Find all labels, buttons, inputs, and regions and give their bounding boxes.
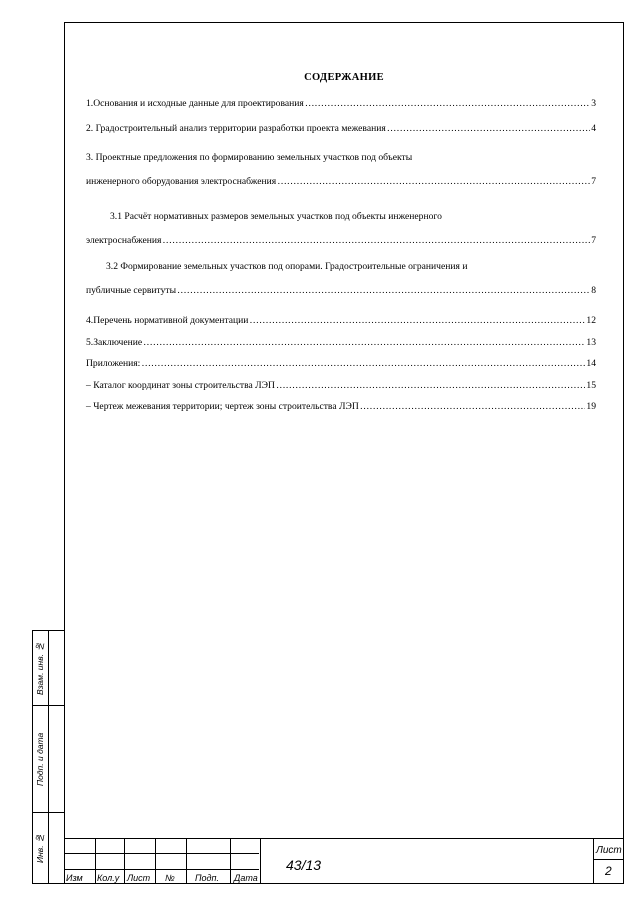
toc-entry: – Каталог координат зоны строительства ЛЭП ………………………………………………………………………………………………………………………………………………………………………………………………………… 15 xyxy=(86,379,596,393)
toc-entry: – Чертеж межевания территории; чертеж зоны строительства ЛЭП ………………………………………………………………………………………………………………………………………………………………………………………………………… 19 xyxy=(86,400,596,414)
table-of-contents xyxy=(86,97,596,414)
side-label-inventory-number: Инв. № xyxy=(35,833,45,863)
sheet-label: Лист xyxy=(596,845,622,856)
toc-entry: 1.Основания и исходные данные для проектирования ………………………………………………………………………………………………………………………………………………………………………………………………………… 3 xyxy=(86,97,596,111)
toc-entry: 3.2 Формирование земельных участков под опорами. Градостроительные ограничения и публичные сервитуты ………………………………………………………………………………………………………………………………………………………………………………………………………… 8 xyxy=(86,255,596,303)
toc-entry: 2. Градостроительный анализ территории разработки проекта межевания ………………………………………………………………………………………………………………………………………………………………………………………………………… 4 xyxy=(86,122,596,136)
toc-entry: 3.1 Расчёт нормативных размеров земельных участков под объекты инженерного электроснабжения ………………………………………………………………………………………………………………………………………………………………………………………………………… 7 xyxy=(86,205,596,253)
document-code: 43/13 xyxy=(286,857,322,873)
side-label-signature-date: Подп. и дата xyxy=(35,732,45,786)
side-label-replacement-inventory: Взам. инв. № xyxy=(35,641,45,695)
header-change: Изм xyxy=(66,873,83,883)
header-number: № xyxy=(165,873,175,883)
toc-entry: Приложения: ………………………………………………………………………………………………………………………………………………………………………………………………………… 14 xyxy=(86,357,596,371)
side-stamp xyxy=(32,630,64,884)
toc-entry: 3. Проектные предложения по формированию земельных участков под объекты инженерного оборудования электроснабжения ………………………………………………………………………………………………………………………………………………………………………………………………………… 7 xyxy=(86,146,596,194)
header-quantity: Кол.у xyxy=(97,873,120,883)
sheet-number: 2 xyxy=(605,864,612,878)
title-block xyxy=(64,838,624,884)
header-sheet: Лист xyxy=(127,873,151,883)
toc-entry: 5.Заключение ………………………………………………………………………………………………………………………………………………………………………………………………………… 13 xyxy=(86,336,596,350)
document-title: СОДЕРЖАНИЕ xyxy=(304,72,384,83)
header-signature: Подп. xyxy=(195,873,219,883)
header-date: Дата xyxy=(234,873,258,883)
toc-entry: 4.Перечень нормативной документации ………………………………………………………………………………………………………………………………………………………………………………………………………… 12 xyxy=(86,314,596,328)
